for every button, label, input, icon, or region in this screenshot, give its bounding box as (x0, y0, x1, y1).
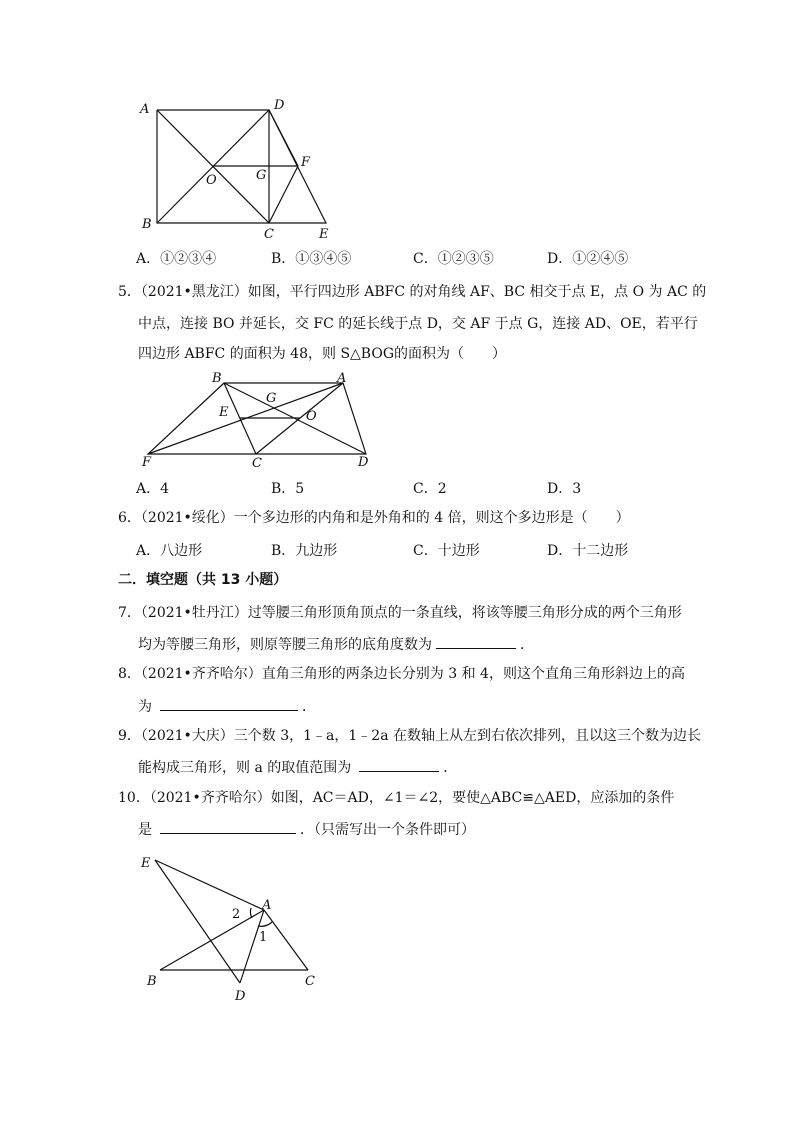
fig4-label-F: F (301, 155, 311, 170)
q7-text-line2 (138, 634, 534, 655)
fig10-angle-2-arc (250, 908, 252, 918)
fig10-label-D: D (235, 989, 246, 1004)
q9-text-line2 (138, 757, 457, 778)
q7-answer-blank[interactable] (436, 634, 516, 649)
fig5-label-O: O (306, 409, 317, 424)
q5-text-line2: 中点，连接 BO 并延长，交 FC 的延长线于点 D，交 AF 于点 G，连接 AD、OE，若平行 (138, 316, 698, 332)
figure-q5 (136, 368, 376, 470)
fig5-label-F: F (142, 455, 152, 470)
fig4-label-O: O (206, 173, 217, 188)
q9-text-line1: 9．（2021•大庆）三个数 3，1﹣a，1﹣2a 在数轴上从左到右依次排列，且以这三个数为边长 (118, 728, 702, 744)
q6-choice-b[interactable]: B．九边形 (271, 543, 338, 559)
fig10-line-ED (155, 860, 240, 983)
fig4-label-B: B (142, 217, 152, 232)
q10-answer-blank[interactable] (160, 819, 296, 834)
q5-choice-a[interactable]: A．4 (136, 481, 170, 497)
fig10-line-EA (155, 860, 264, 910)
q6-text-line1: 6．（2021•绥化）一个多边形的内角和是外角和的 4 倍，则这个多边形是（ ） (118, 510, 630, 526)
fig4-label-G: G (256, 168, 267, 183)
q4-choices (136, 248, 696, 268)
q6-choice-a[interactable]: A．八边形 (136, 543, 203, 559)
fig4-line-DF (269, 110, 298, 166)
q5-text-line1: 5．（2021•黑龙江）如图，平行四边形 ABFC 的对角线 AF、BC 相交于点 E，点 O 为 AC 的 (118, 284, 707, 300)
fig4-label-E: E (319, 227, 329, 242)
q10-text-line2-start: 是 (138, 822, 152, 838)
q9-text-line2-end: ． (443, 760, 458, 776)
fig10-label-angle-2: 2 (232, 907, 241, 922)
fig10-label-C: C (305, 974, 315, 989)
fig5-label-B: B (212, 371, 222, 386)
q10-text-line2-end: ．（只需写出一个条件即可） (300, 822, 475, 838)
q5-choice-c[interactable]: C．2 (413, 481, 447, 497)
q7-text-line2-end: ． (520, 637, 534, 653)
q4-choice-c[interactable]: C．①②③⑤ (413, 251, 494, 267)
fig5-label-C: C (252, 456, 262, 470)
q4-choice-d[interactable]: D．①②④⑤ (547, 251, 629, 267)
figure-q10 (138, 850, 338, 1010)
q6-choice-d[interactable]: D．十二边形 (547, 543, 629, 559)
q5-choice-d[interactable]: D．3 (547, 481, 582, 497)
fig10-label-angle-1: 1 (259, 930, 268, 945)
q10-text-line2 (138, 819, 475, 840)
figure-q4 (136, 96, 346, 244)
q8-text-line2-end: ． (302, 699, 316, 715)
q6-choice-c[interactable]: C．十边形 (413, 543, 480, 559)
q10-text-line1: 10．（2021•齐齐哈尔）如图，AC＝AD，∠1＝∠2，要使△ABC≌△AED，应添加的条件 (118, 790, 675, 806)
q8-answer-blank[interactable] (160, 696, 298, 711)
fig4-label-D: D (274, 98, 285, 113)
q5-choice-b[interactable]: B．5 (271, 481, 305, 497)
q5-text-line3: 四边形 ABFC 的面积为 48，则 S△BOG的面积为（ ） (138, 346, 507, 362)
q8-text-line1: 8．（2021•齐齐哈尔）直角三角形的两条边长分别为 3 和 4，则这个直角三角形斜边上的高 (118, 666, 685, 682)
fig4-label-C: C (264, 227, 274, 242)
fig4-label-A: A (140, 102, 150, 117)
q9-answer-blank[interactable] (359, 757, 439, 772)
q8-text-line2-start: 为 (138, 699, 152, 715)
fig5-label-A: A (337, 371, 347, 386)
fig5-label-G: G (266, 391, 277, 406)
fig10-line-AC (264, 910, 308, 970)
fig10-line-AD (240, 910, 264, 983)
fig10-label-E: E (141, 856, 151, 871)
fig4-line-CF (269, 166, 298, 223)
q7-text-line2-start: 均为等腰三角形，则原等腰三角形的底角度数为 (138, 637, 432, 653)
q4-choice-b[interactable]: B．①③④⑤ (271, 251, 352, 267)
q8-text-line2 (138, 696, 316, 717)
fig10-label-A: A (262, 898, 272, 913)
section-fill-in-title: 二．填空题（共 13 小题） (118, 572, 288, 588)
q5-choices (136, 478, 696, 498)
fig10-line-BA (160, 910, 264, 970)
fig5-label-D: D (358, 455, 369, 470)
q9-text-line2-start: 能构成三角形，则 a 的取值范围为 (138, 760, 352, 776)
fig10-label-B: B (147, 974, 157, 989)
q7-text-line1: 7．（2021•牡丹江）过等腰三角形顶角顶点的一条直线，将该等腰三角形分成的两个三角形 (118, 605, 682, 621)
fig5-label-E: E (219, 405, 229, 420)
q4-choice-a[interactable]: A．①②③④ (136, 251, 217, 267)
q6-choices (136, 540, 696, 560)
